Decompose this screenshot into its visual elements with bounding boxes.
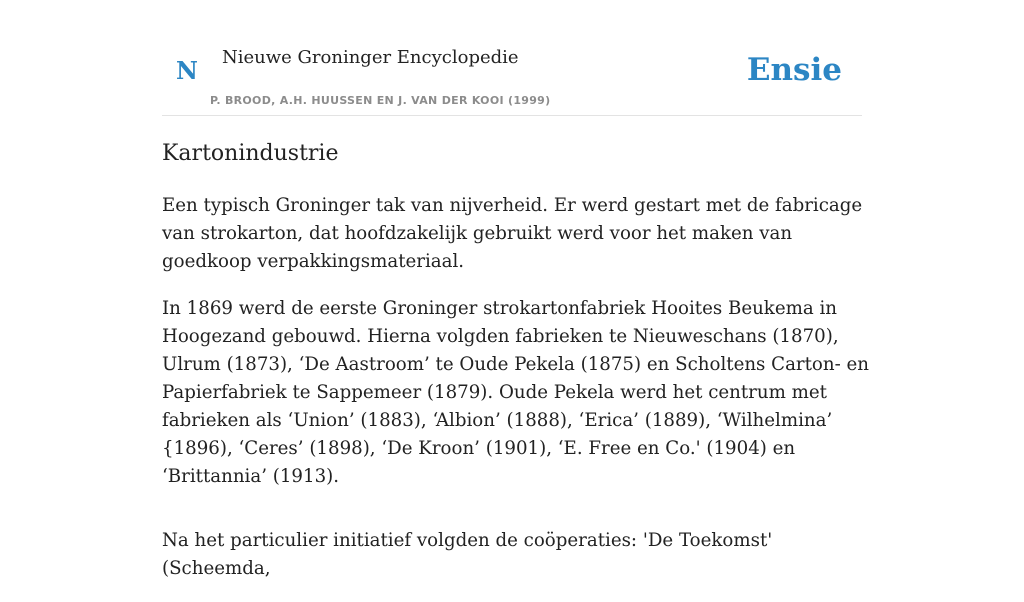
book-authors: P. BROOD, A.H. HUUSSEN EN J. VAN DER KOOI (1999) (210, 94, 551, 107)
article-paragraph: In 1869 werd de eerste Groninger strokartonfabriek Hooites Beukema in Hoogezand gebouwd. Hierna volgden fabrieken te Nieuweschans (1870), Ulrum (1873), ‘De Aastroom’ te Oude Pekela (1875) en Scholtens Carton- en Papierfabriek te Sappemeer (1879). Oude Pekela werd het centrum met fabrieken als ‘Union’ (1883), ‘Albion’ (1888), ‘Erica’ (1889), ‘Wilhelmina’ {1896), ‘Ceres’ (1898), ‘De Kroon’ (1901), ‘E. Free en Co.' (1904) en ‘Brittannia’ (1913). (162, 298, 869, 487)
book-header (162, 40, 862, 116)
page-title: Kartonindustrie (162, 141, 339, 166)
article-paragraph: Na het particulier initiatief volgden de coöperaties: 'De Toekomst' (Scheemda, (162, 530, 773, 579)
article-body (162, 192, 882, 602)
book-title-link[interactable]: Nieuwe Groninger Encyclopedie (222, 47, 519, 68)
article-paragraph: Een typisch Groninger tak van nijverheid. Er werd gestart met de fabricage van strokarton, dat hoofdzakelijk gebruikt werd voor het maken van goedkoop verpakkingsmateriaal. (162, 195, 863, 272)
ensie-logo[interactable]: Ensie (746, 52, 842, 88)
book-logo-icon[interactable]: N (176, 56, 198, 85)
